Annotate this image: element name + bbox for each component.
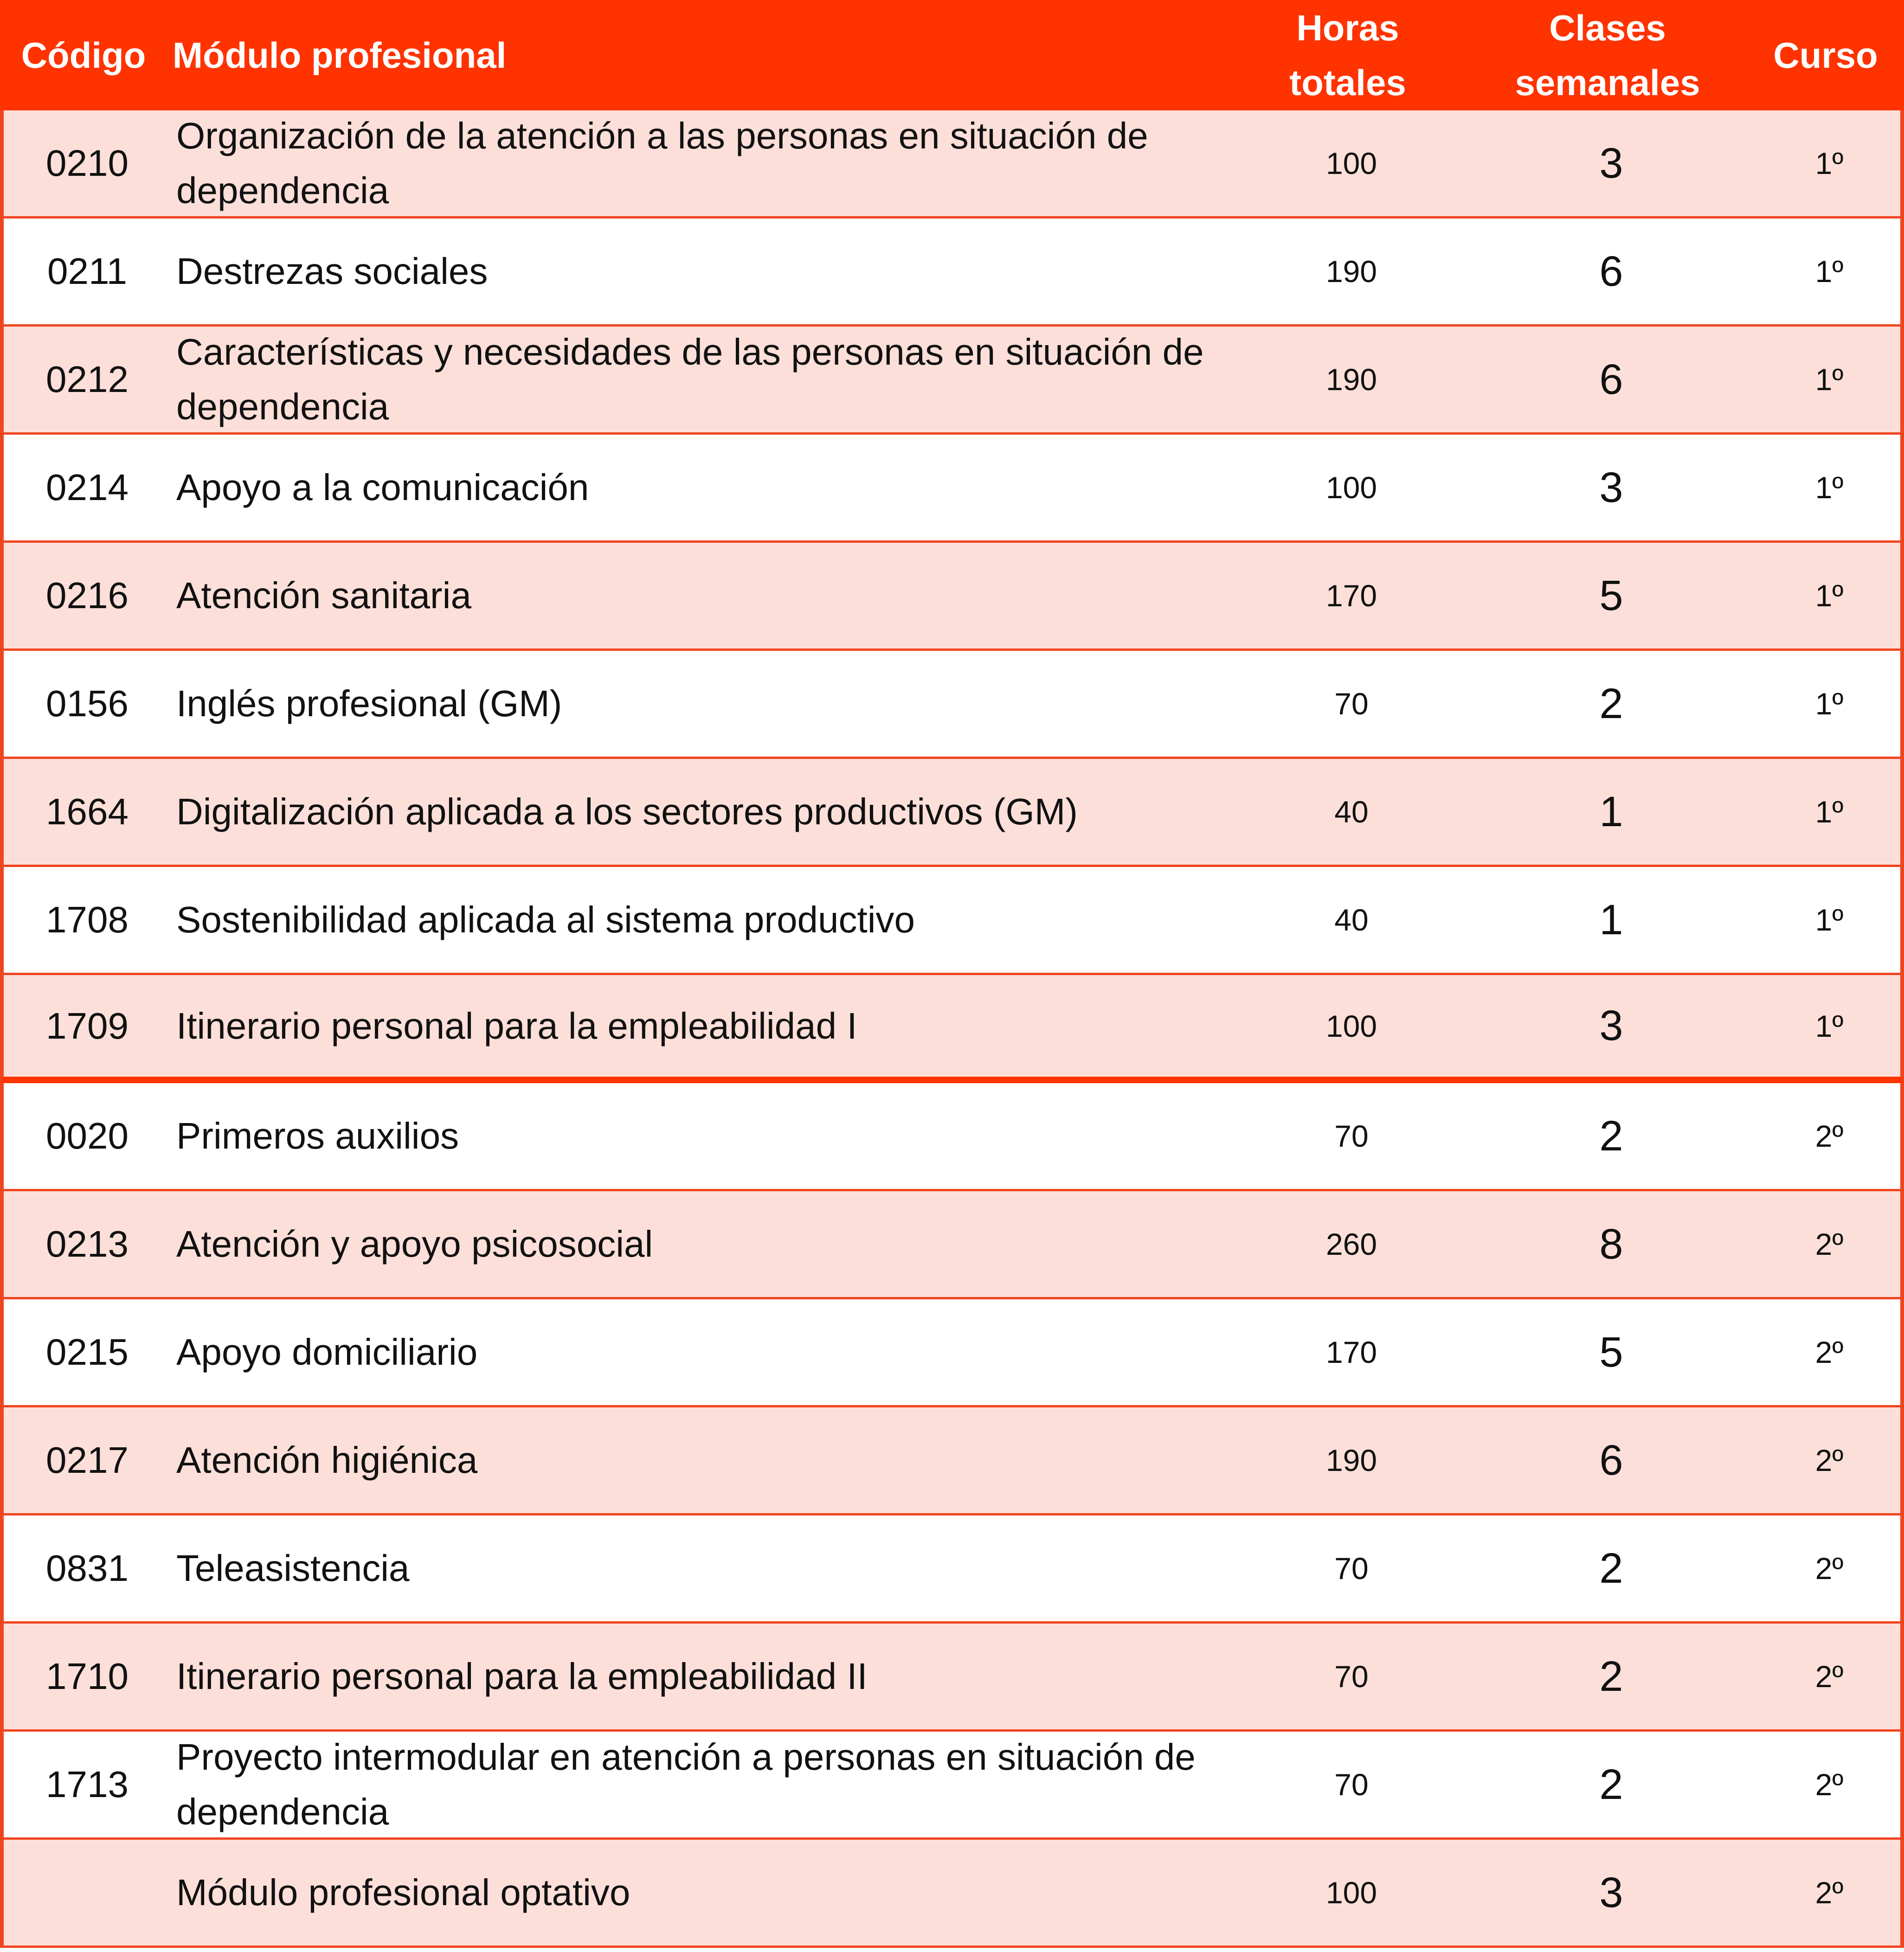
- row-classes-text: 2: [1599, 1544, 1623, 1592]
- row-code-text: 0211: [47, 250, 128, 292]
- row-hours-text: 190: [1325, 1443, 1377, 1477]
- row-code: [4, 1515, 171, 1621]
- header-course: Curso: [1773, 35, 1878, 76]
- row-code: [4, 1407, 171, 1513]
- row-course-text: 2º: [1815, 1227, 1844, 1261]
- table-row: [0, 1407, 1904, 1515]
- row-module-text: Atención y apoyo psicosocial: [176, 1223, 653, 1265]
- row-course-text: 1º: [1815, 578, 1844, 613]
- row-classes-text: 1: [1599, 896, 1623, 944]
- table-row: [0, 1515, 1904, 1624]
- row-module: [176, 1732, 1234, 1837]
- row-hours: [1256, 1299, 1447, 1405]
- header-classes: Clases semanales: [1515, 7, 1700, 103]
- row-hours-text: 100: [1325, 1008, 1377, 1043]
- row-module: [176, 651, 1234, 757]
- row-classes: [1479, 543, 1743, 649]
- row-course-text: 1º: [1815, 687, 1844, 721]
- row-hours: [1256, 867, 1447, 973]
- row-hours: [1256, 759, 1447, 865]
- row-module: [176, 975, 1234, 1077]
- row-hours-text: 100: [1325, 1875, 1377, 1910]
- row-course-text: 1º: [1815, 362, 1844, 397]
- row-course: [1757, 1191, 1901, 1297]
- row-hours-text: 170: [1325, 1335, 1377, 1369]
- row-classes-text: 3: [1599, 1002, 1623, 1049]
- row-classes-text: 1: [1599, 788, 1623, 835]
- row-classes: [1479, 1732, 1743, 1837]
- row-hours: [1256, 218, 1447, 324]
- header-module: Módulo profesional: [173, 35, 507, 76]
- row-classes: [1479, 651, 1743, 757]
- row-classes: [1479, 1083, 1743, 1189]
- row-course: [1757, 1732, 1901, 1837]
- row-code-text: 0831: [46, 1547, 129, 1589]
- row-hours: [1256, 327, 1447, 432]
- row-classes-text: 2: [1599, 1760, 1623, 1808]
- row-classes: [1479, 435, 1743, 540]
- row-code-text: 0212: [46, 359, 129, 400]
- row-hours-text: 190: [1325, 254, 1377, 289]
- row-module: [176, 1515, 1234, 1621]
- row-course-text: 2º: [1815, 1335, 1844, 1369]
- row-code: [4, 1299, 171, 1405]
- header-hours: Horas totales: [1289, 7, 1406, 103]
- row-hours: [1256, 1515, 1447, 1621]
- row-course-text: 2º: [1815, 1119, 1844, 1153]
- table-row: [0, 759, 1904, 867]
- row-course: [1757, 1083, 1901, 1189]
- table-row: [0, 975, 1904, 1083]
- row-classes-text: 2: [1599, 1112, 1623, 1160]
- row-module-text: Organización de la atención a las personas en situación de dependencia: [176, 115, 1148, 211]
- row-code-text: 0020: [46, 1115, 129, 1156]
- table-row: [0, 327, 1904, 435]
- row-hours-text: 70: [1334, 1659, 1369, 1694]
- row-hours: [1256, 1732, 1447, 1837]
- row-module: [176, 1840, 1234, 1946]
- row-module: [176, 327, 1234, 432]
- row-course: [1757, 543, 1901, 649]
- row-module-text: Apoyo domiciliario: [176, 1331, 478, 1373]
- row-code: [4, 651, 171, 757]
- row-course: [1757, 1407, 1901, 1513]
- row-code: [4, 110, 171, 216]
- row-course: [1757, 327, 1901, 432]
- row-classes-text: 3: [1599, 463, 1623, 511]
- row-module: [176, 1624, 1234, 1729]
- row-code-text: 0210: [46, 142, 129, 184]
- row-hours: [1256, 1191, 1447, 1297]
- row-hours-text: 190: [1325, 362, 1377, 397]
- row-code: [4, 327, 171, 432]
- row-hours: [1256, 543, 1447, 649]
- row-code-text: 0156: [46, 683, 129, 724]
- row-course-text: 1º: [1815, 470, 1844, 505]
- row-code-text: 1713: [46, 1764, 129, 1805]
- row-code-text: 0217: [46, 1439, 129, 1481]
- row-module-text: Atención sanitaria: [176, 575, 471, 616]
- row-module: [176, 1083, 1234, 1189]
- row-course-text: 1º: [1815, 795, 1844, 829]
- row-code: [4, 867, 171, 973]
- row-hours-text: 70: [1334, 687, 1369, 721]
- row-code: [4, 1840, 171, 1946]
- row-module-text: Apoyo a la comunicación: [176, 467, 589, 508]
- row-code: [4, 218, 171, 324]
- row-hours-text: 100: [1325, 470, 1377, 505]
- row-course-text: 2º: [1815, 1875, 1844, 1910]
- row-code-text: 0215: [46, 1331, 129, 1373]
- row-module-text: Atención higiénica: [176, 1439, 478, 1481]
- table-row: [0, 110, 1904, 218]
- row-module-text: Itinerario personal para la empleabilidad II: [176, 1656, 868, 1697]
- row-code: [4, 975, 171, 1077]
- row-module-text: Sostenibilidad aplicada al sistema productivo: [176, 899, 915, 940]
- row-classes: [1479, 1407, 1743, 1513]
- row-code: [4, 1191, 171, 1297]
- table-row: [0, 1624, 1904, 1732]
- row-classes-text: 3: [1599, 1869, 1623, 1916]
- table-row: [0, 1732, 1904, 1840]
- row-classes: [1479, 1624, 1743, 1729]
- row-classes: [1479, 975, 1743, 1077]
- row-course: [1757, 435, 1901, 540]
- table-row: [0, 435, 1904, 543]
- row-hours-text: 40: [1334, 795, 1369, 829]
- row-module: [176, 435, 1234, 540]
- row-course: [1757, 1624, 1901, 1729]
- row-hours-text: 40: [1334, 903, 1369, 937]
- row-code: [4, 759, 171, 865]
- row-classes: [1479, 110, 1743, 216]
- row-module: [176, 543, 1234, 649]
- row-course: [1757, 975, 1901, 1077]
- row-course: [1757, 1840, 1901, 1946]
- table-row: [0, 218, 1904, 327]
- row-course: [1757, 218, 1901, 324]
- header-code: Código: [21, 35, 146, 76]
- row-classes: [1479, 1515, 1743, 1621]
- row-course: [1757, 651, 1901, 757]
- table-row: [0, 651, 1904, 759]
- row-course-text: 1º: [1815, 146, 1844, 180]
- row-code: [4, 1624, 171, 1729]
- row-course-text: 2º: [1815, 1767, 1844, 1802]
- row-module: [176, 1299, 1234, 1405]
- row-classes-text: 2: [1599, 1652, 1623, 1700]
- row-course-text: 1º: [1815, 1008, 1844, 1043]
- table-header: [0, 0, 1904, 110]
- row-hours-text: 70: [1334, 1551, 1369, 1586]
- row-module-text: Itinerario personal para la empleabilidad I: [176, 1005, 857, 1047]
- table-row: [0, 1299, 1904, 1407]
- row-module-text: Primeros auxilios: [176, 1115, 459, 1156]
- row-hours: [1256, 651, 1447, 757]
- row-module-text: Inglés profesional (GM): [176, 683, 562, 724]
- row-code: [4, 543, 171, 649]
- row-course-text: 2º: [1815, 1659, 1844, 1694]
- table-row: [0, 1083, 1904, 1191]
- row-classes-text: 6: [1599, 247, 1623, 295]
- row-module: [176, 1191, 1234, 1297]
- row-course: [1757, 110, 1901, 216]
- row-course: [1757, 1515, 1901, 1621]
- table-row: [0, 1191, 1904, 1299]
- row-classes: [1479, 1299, 1743, 1405]
- row-course: [1757, 759, 1901, 865]
- row-hours-text: 70: [1334, 1767, 1369, 1802]
- row-course-text: 2º: [1815, 1551, 1844, 1586]
- row-code-text: 0216: [46, 575, 129, 616]
- row-classes: [1479, 1191, 1743, 1297]
- row-hours-text: 70: [1334, 1119, 1369, 1153]
- row-classes-text: 8: [1599, 1220, 1623, 1268]
- row-course-text: 2º: [1815, 1443, 1844, 1477]
- row-code: [4, 1083, 171, 1189]
- row-module-text: Proyecto intermodular en atención a personas en situación de dependencia: [176, 1736, 1196, 1832]
- row-module-text: Destrezas sociales: [176, 250, 488, 292]
- row-module: [176, 867, 1234, 973]
- row-module: [176, 218, 1234, 324]
- row-classes: [1479, 218, 1743, 324]
- row-code-text: 1710: [46, 1656, 129, 1697]
- row-classes: [1479, 327, 1743, 432]
- row-module-text: Características y necesidades de las personas en situación de dependencia: [176, 331, 1204, 427]
- row-classes-text: 6: [1599, 355, 1623, 403]
- row-hours: [1256, 975, 1447, 1077]
- row-hours-text: 100: [1325, 146, 1377, 180]
- row-module: [176, 110, 1234, 216]
- row-code-text: 1664: [46, 791, 129, 832]
- row-classes-text: 6: [1599, 1436, 1623, 1484]
- row-code-text: 1708: [46, 899, 129, 940]
- row-hours: [1256, 1840, 1447, 1946]
- row-hours: [1256, 1083, 1447, 1189]
- row-code: [4, 435, 171, 540]
- row-module: [176, 759, 1234, 865]
- row-course-text: 1º: [1815, 903, 1844, 937]
- row-module-text: Módulo profesional optativo: [176, 1872, 630, 1913]
- row-course: [1757, 867, 1901, 973]
- row-hours-text: 260: [1325, 1227, 1377, 1261]
- row-module-text: Digitalización aplicada a los sectores productivos (GM): [176, 791, 1078, 832]
- row-hours: [1256, 435, 1447, 540]
- row-classes: [1479, 1840, 1743, 1946]
- row-module-text: Teleasistencia: [176, 1547, 410, 1589]
- row-classes-text: 2: [1599, 680, 1623, 727]
- row-classes-text: 5: [1599, 1328, 1623, 1376]
- row-module: [176, 1407, 1234, 1513]
- table-row: [0, 543, 1904, 651]
- row-hours: [1256, 110, 1447, 216]
- row-hours: [1256, 1624, 1447, 1729]
- table-row: [0, 1840, 1904, 1948]
- row-hours: [1256, 1407, 1447, 1513]
- row-classes: [1479, 759, 1743, 865]
- row-classes-text: 5: [1599, 571, 1623, 619]
- row-course: [1757, 1299, 1901, 1405]
- row-code-text: 0213: [46, 1223, 129, 1265]
- row-code: [4, 1732, 171, 1837]
- row-classes: [1479, 867, 1743, 973]
- row-hours-text: 170: [1325, 578, 1377, 613]
- row-code-text: 1709: [46, 1005, 129, 1047]
- row-course-text: 1º: [1815, 254, 1844, 289]
- table-row: [0, 867, 1904, 975]
- row-classes-text: 3: [1599, 139, 1623, 187]
- row-code-text: 0214: [46, 467, 129, 508]
